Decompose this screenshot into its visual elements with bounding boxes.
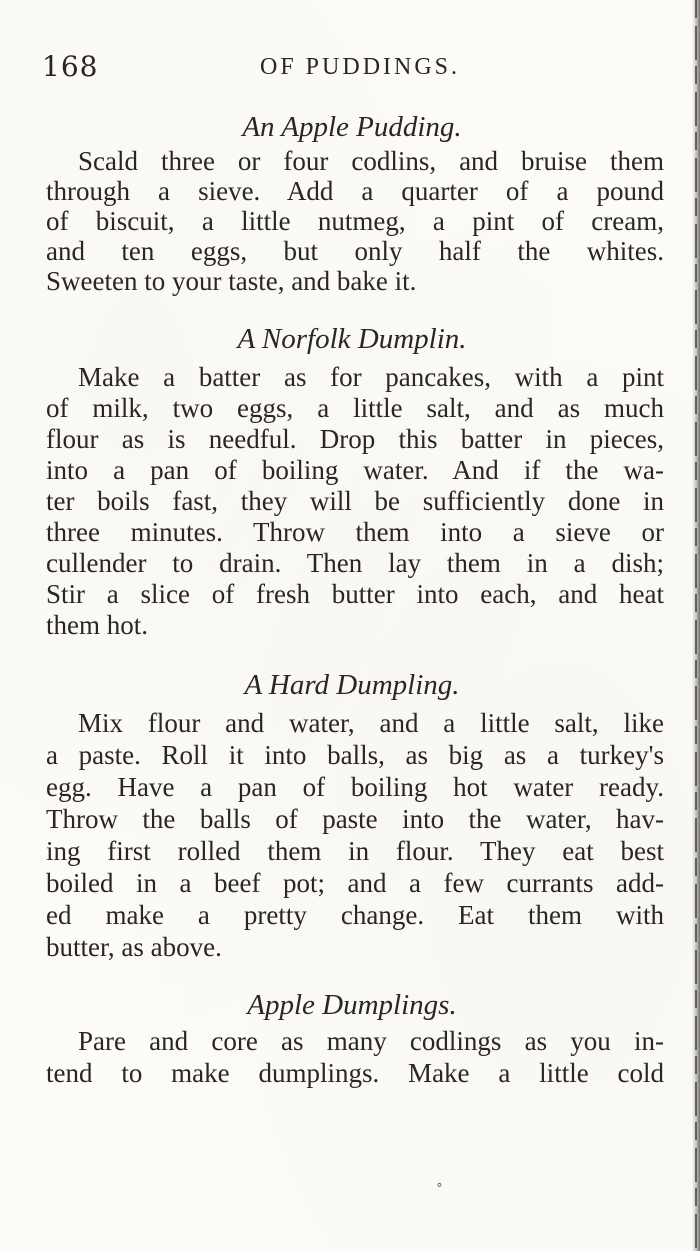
recipe-text-line: Stir a slice of fresh butter into each, and heat xyxy=(46,579,664,609)
recipe-heading: A Hard Dumpling. xyxy=(244,669,460,701)
recipe-text-line: flour as is needful. Drop this batter in pieces, xyxy=(46,424,664,454)
recipe-text-line: Pare and core as many codlings as you in- xyxy=(78,1026,664,1056)
running-head xyxy=(42,50,642,90)
recipe-text-line: ed make a pretty change. Eat them with xyxy=(46,900,664,930)
recipe-heading: A Norfolk Dumplin. xyxy=(237,323,467,355)
recipe-text-line: of biscuit, a little nutmeg, a pint of cream, xyxy=(46,206,664,236)
stray-ink-mark: ° xyxy=(437,1180,442,1194)
recipe-text-line: tend to make dumplings. Make a little cold xyxy=(46,1058,664,1088)
recipe-text-line: through a sieve. Add a quarter of a pound xyxy=(46,176,664,206)
recipe-text-line: Make a batter as for pancakes, with a pint xyxy=(78,362,664,392)
recipe-text-line: into a pan of boiling water. And if the wa- xyxy=(46,455,664,485)
recipe-text-line: butter, as above. xyxy=(46,932,222,962)
recipe-text-line: Throw the balls of paste into the water, hav- xyxy=(46,804,664,834)
recipe-text-line: Scald three or four codlins, and bruise them xyxy=(78,146,664,176)
recipe-text-line: egg. Have a pan of boiling hot water ready. xyxy=(46,772,664,802)
recipe-heading: An Apple Pudding. xyxy=(242,111,462,143)
running-title: OF PUDDINGS. xyxy=(260,54,461,80)
recipe-text-line: ing first rolled them in flour. They eat best xyxy=(46,836,664,866)
recipe-text-line: Mix flour and water, and a little salt, like xyxy=(78,708,664,738)
recipe-text-line: a paste. Roll it into balls, as big as a turkey's xyxy=(46,740,664,770)
recipe-text-line: Sweeten to your taste, and bake it. xyxy=(46,266,417,296)
page-number: 168 xyxy=(42,50,99,83)
recipe-text-line: three minutes. Throw them into a sieve or xyxy=(46,517,664,547)
recipe-text-line: cullender to drain. Then lay them in a dish; xyxy=(46,548,664,578)
recipe-text-line: of milk, two eggs, a little salt, and as much xyxy=(46,393,664,423)
recipe-text-line: ter boils fast, they will be sufficiently done in xyxy=(46,486,664,516)
page-edge-line xyxy=(695,0,697,1251)
recipe-text-line: them hot. xyxy=(46,610,148,640)
recipe-text-line: and ten eggs, but only half the whites. xyxy=(46,236,664,266)
recipe-heading: Apple Dumplings. xyxy=(247,989,457,1021)
recipe-text-line: boiled in a beef pot; and a few currants add- xyxy=(46,868,664,898)
